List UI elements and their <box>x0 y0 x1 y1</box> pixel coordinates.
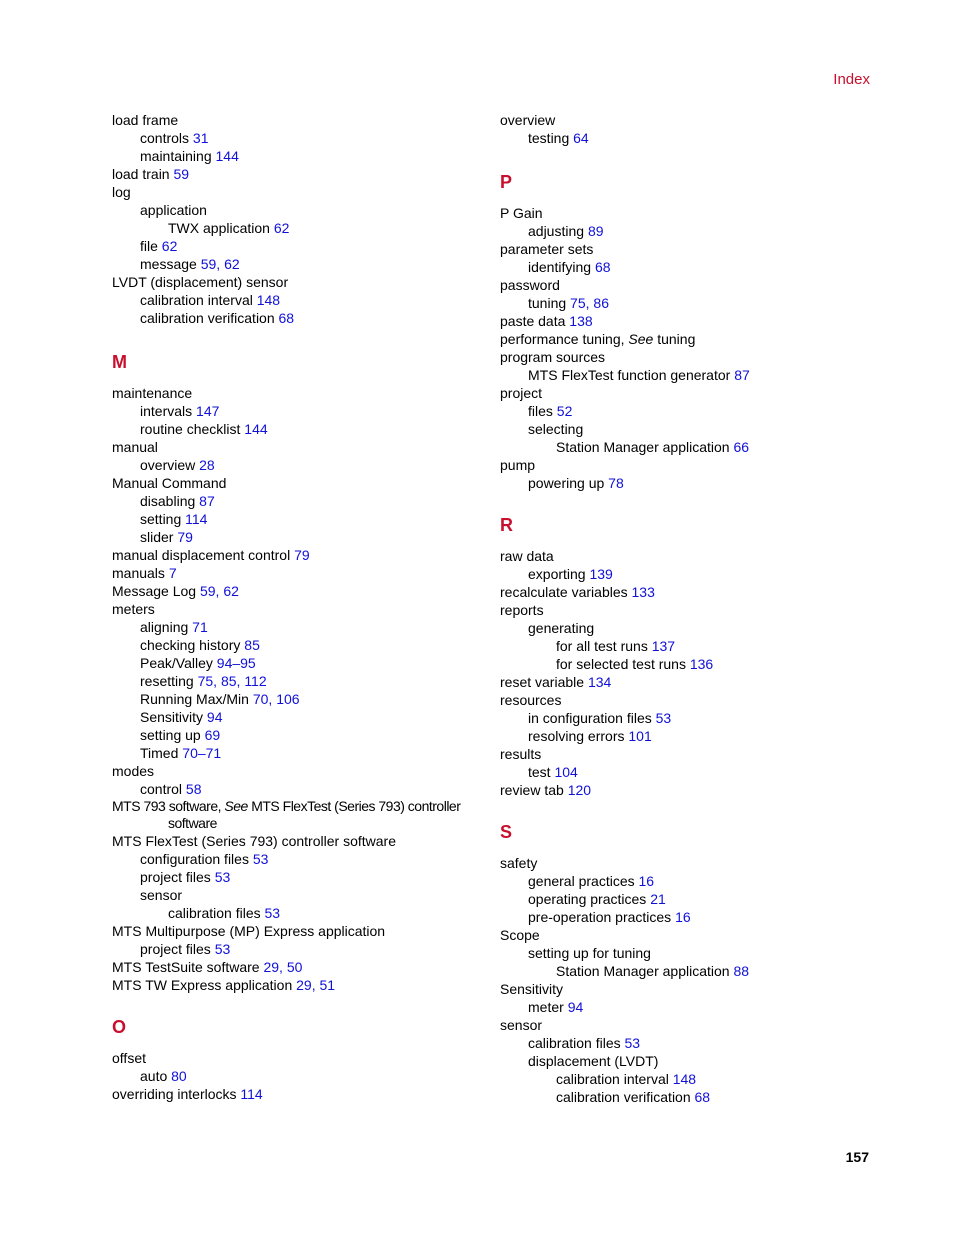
entry-term: checking history <box>140 637 245 653</box>
entry-term: overview <box>500 112 556 128</box>
entry-term: safety <box>500 855 538 871</box>
page-link[interactable]: 29 <box>296 977 312 993</box>
page-link[interactable]: 136 <box>689 656 714 672</box>
entry-term: offset <box>112 1050 146 1066</box>
index-entry <box>112 165 482 183</box>
page-link[interactable]: 85 <box>244 637 260 653</box>
entry-term: Station Manager application <box>556 963 734 979</box>
entry-term: selecting <box>528 421 584 437</box>
entry-term: resolving errors <box>528 728 629 744</box>
index-subentry <box>500 474 880 492</box>
entry-term: general practices <box>528 873 639 889</box>
entry-term: tuning <box>528 295 571 311</box>
entry-term: MTS FlexTest function generator <box>528 367 735 383</box>
index-subentry <box>500 709 880 727</box>
index-subentry <box>500 763 880 781</box>
page-link[interactable]: 137 <box>651 638 676 654</box>
index-entry <box>112 600 482 618</box>
entry-term: files <box>528 403 557 419</box>
entry-term: performance tuning, <box>500 331 629 347</box>
index-subentry <box>500 908 880 926</box>
page-link[interactable]: 148 <box>672 1071 697 1087</box>
entry-term: MTS FlexTest (Series 793) controller software <box>168 798 461 831</box>
index-entry <box>500 204 880 222</box>
entry-term: calibration interval <box>556 1071 673 1087</box>
entry-term: MTS TestSuite software <box>112 959 264 975</box>
entry-term: operating practices <box>528 891 651 907</box>
index-subentry <box>112 492 482 510</box>
entry-term: calibration verification <box>556 1089 695 1105</box>
page-link[interactable]: 66 <box>733 439 750 455</box>
entry-term: calibration files <box>528 1035 625 1051</box>
entry-term: test <box>528 764 555 780</box>
entry-term: project files <box>140 941 215 957</box>
index-entry <box>112 1049 482 1067</box>
page-link[interactable]: 59 <box>199 583 216 599</box>
index-subsubentry <box>500 1088 880 1106</box>
entry-term: setting up <box>140 727 205 743</box>
index-entry <box>500 673 880 691</box>
index-subentry <box>112 402 482 420</box>
entry-term: MTS 793 software, <box>112 798 225 814</box>
page-link[interactable]: 138 <box>569 313 593 329</box>
index-subentry <box>112 147 482 165</box>
index-subentry <box>112 420 482 438</box>
entry-term: project <box>500 385 543 401</box>
page-link[interactable]: 52 <box>556 403 573 419</box>
page-link[interactable]: 31 <box>192 130 209 146</box>
index-subentry <box>112 510 482 528</box>
page-link[interactable]: 58 <box>185 781 202 797</box>
index-entry <box>112 1085 482 1103</box>
entry-term: control <box>140 781 186 797</box>
entry-term: overriding interlocks <box>112 1086 241 1102</box>
index-entry <box>500 980 880 998</box>
index-entry <box>112 183 482 201</box>
index-subentry <box>112 708 482 726</box>
page-link[interactable]: 53 <box>214 941 231 957</box>
entry-term: setting up for tuning <box>528 945 651 961</box>
index-entry <box>500 926 880 944</box>
page-link[interactable]: 89 <box>587 223 604 239</box>
index-entry <box>500 456 880 474</box>
entry-term: Running Max/Min <box>140 691 253 707</box>
entry-term: in configuration files <box>528 710 656 726</box>
page-link[interactable]: 53 <box>624 1035 641 1051</box>
index-entry: MTS TestSuite software 29, 50 <box>112 959 303 975</box>
page-link[interactable]: 85 <box>220 673 237 689</box>
index-subentry <box>112 726 482 744</box>
index-entry <box>112 438 482 456</box>
entry-term: load frame <box>112 112 179 128</box>
index-entry-see-reference <box>500 330 880 348</box>
page-link[interactable]: 144 <box>215 148 239 164</box>
index-subentry <box>500 619 880 637</box>
index-entry: Message Log 59, 62 <box>112 583 239 599</box>
index-subentry <box>500 872 880 890</box>
index-subentry <box>500 890 880 908</box>
page-link[interactable]: 53 <box>252 851 269 867</box>
entry-term: sensor <box>140 887 183 903</box>
entry-term: meters <box>112 601 155 617</box>
page-link[interactable]: 51 <box>319 977 336 993</box>
page-link[interactable]: 62 <box>161 238 178 254</box>
page-link[interactable]: 53 <box>264 905 281 921</box>
entry-term: load train <box>112 166 174 182</box>
index-subentry <box>500 1052 880 1070</box>
entry-term: reset variable <box>500 674 588 690</box>
index-entry <box>500 240 880 258</box>
index-subentry <box>112 636 482 654</box>
index-subentry <box>112 940 482 958</box>
entry-term: disabling <box>140 493 200 509</box>
see-label: See <box>224 798 248 814</box>
entry-term: MTS FlexTest (Series 793) controller software <box>112 833 396 849</box>
entry-term: password <box>500 277 560 293</box>
entry-term: pump <box>500 457 536 473</box>
entry-term: Peak/Valley <box>140 655 217 671</box>
entry-term: parameter sets <box>500 241 594 257</box>
index-entry: MTS TW Express application 29, 51 <box>112 977 336 993</box>
page-link[interactable]: 62 <box>224 256 240 272</box>
page-link[interactable]: 114 <box>240 1086 263 1102</box>
entry-term: manual displacement control <box>112 547 295 563</box>
page-link[interactable]: 16 <box>638 873 655 889</box>
index-subentry: message 59, 62 <box>140 256 240 272</box>
entry-term: results <box>500 746 542 762</box>
index-entry <box>500 583 880 601</box>
index-subsubentry <box>500 962 880 980</box>
entry-term: calibration verification <box>140 310 279 326</box>
page-link[interactable]: 68 <box>594 259 611 275</box>
entry-term: pre-operation practices <box>528 909 676 925</box>
index-subentry <box>112 1067 482 1085</box>
running-header-index: Index <box>833 71 870 88</box>
index-entry <box>500 781 880 799</box>
page-link[interactable]: 62 <box>273 220 290 236</box>
page-link[interactable]: 75 <box>570 295 586 311</box>
index-entry <box>500 854 880 872</box>
entry-term: paste data <box>500 313 570 329</box>
index-entry <box>500 312 880 330</box>
index-entry <box>500 601 880 619</box>
index-subsubentry <box>500 637 880 655</box>
page-link[interactable]: 59 <box>173 166 190 182</box>
index-entry <box>500 276 880 294</box>
entry-term: intervals <box>140 403 197 419</box>
index-subentry <box>112 309 482 327</box>
page-link[interactable]: 139 <box>589 566 613 582</box>
index-subentry <box>112 291 482 309</box>
index-subentry <box>112 780 482 798</box>
index-subentry <box>112 129 482 147</box>
index-subsubentry <box>500 438 880 456</box>
page-link[interactable]: 59 <box>200 256 217 272</box>
index-subentry: tuning 75, 86 <box>528 295 609 311</box>
entry-term: project files <box>140 869 215 885</box>
page-link[interactable]: 94 <box>206 709 223 725</box>
page-link[interactable]: 16 <box>675 909 691 925</box>
index-subentry <box>500 366 880 384</box>
page-link[interactable]: 114 <box>185 511 208 527</box>
index-subentry <box>112 618 482 636</box>
index-subentry <box>112 237 482 255</box>
index-subentry <box>112 744 482 762</box>
entry-term: for all test runs <box>556 638 652 654</box>
page-link[interactable]: 88 <box>733 963 750 979</box>
index-entry <box>500 384 880 402</box>
page-link[interactable]: 134 <box>587 674 612 690</box>
index-entry <box>112 111 482 129</box>
index-entry <box>112 546 482 564</box>
index-subentry <box>112 528 482 546</box>
index-subentry <box>500 565 880 583</box>
entry-term: P Gain <box>500 205 543 221</box>
entry-term: sensor <box>500 1017 543 1033</box>
entry-term: powering up <box>528 475 609 491</box>
index-entry <box>112 273 482 291</box>
entry-term: testing <box>528 130 574 146</box>
entry-term: file <box>140 238 162 254</box>
page-link[interactable]: 87 <box>199 493 215 509</box>
page-link[interactable]: 86 <box>593 295 609 311</box>
index-subentry <box>112 456 482 474</box>
page-number: 157 <box>845 1149 869 1165</box>
entry-term: Message Log <box>112 583 200 599</box>
entry-term: message <box>140 256 201 272</box>
entry-term: exporting <box>528 566 590 582</box>
index-entry <box>112 922 482 940</box>
page-link[interactable]: 64 <box>573 130 589 146</box>
page-link[interactable]: 29 <box>263 959 280 975</box>
index-entry <box>112 832 482 850</box>
see-label: See <box>628 331 654 347</box>
entry-term: maintenance <box>112 385 193 401</box>
entry-term: modes <box>112 763 155 779</box>
page-link[interactable]: 53 <box>214 869 231 885</box>
entry-term: manuals <box>112 565 169 581</box>
entry-term: maintaining <box>140 148 216 164</box>
entry-term: Scope <box>500 927 540 943</box>
index-subentry <box>500 944 880 962</box>
page-link[interactable]: 106 <box>276 691 300 707</box>
page-link[interactable]: 101 <box>628 728 652 744</box>
index-entry <box>500 691 880 709</box>
page-link[interactable]: 94–95 <box>216 655 256 671</box>
page-link[interactable]: 68 <box>694 1089 711 1105</box>
page-link[interactable]: 78 <box>608 475 624 491</box>
entry-term: controls <box>140 130 193 146</box>
entry-term: resetting <box>140 673 198 689</box>
page-link[interactable]: 28 <box>199 457 215 473</box>
page-link[interactable]: 144 <box>244 421 268 437</box>
index-subentry <box>112 850 482 868</box>
entry-term: Manual Command <box>112 475 227 491</box>
entry-term: meter <box>528 999 568 1015</box>
index-entry <box>500 1016 880 1034</box>
entry-term: routine checklist <box>140 421 245 437</box>
page-link[interactable]: 79 <box>294 547 310 563</box>
page-link[interactable]: 87 <box>734 367 750 383</box>
index-subentry <box>500 129 880 147</box>
entry-term: slider <box>140 529 178 545</box>
index-entry-see-reference <box>112 798 482 832</box>
page-link[interactable]: 80 <box>171 1068 187 1084</box>
entry-term: MTS TW Express application <box>112 977 297 993</box>
page-link[interactable]: 68 <box>278 310 295 326</box>
entry-term: adjusting <box>528 223 588 239</box>
page-link[interactable]: 120 <box>567 782 592 798</box>
page-link[interactable]: 70 <box>252 691 269 707</box>
entry-term: for selected test runs <box>556 656 690 672</box>
page-link[interactable]: 147 <box>196 403 220 419</box>
entry-term: raw data <box>500 548 554 564</box>
index-entry <box>500 745 880 763</box>
index-subentry <box>500 420 880 438</box>
page-link[interactable]: 7 <box>168 565 177 581</box>
page-link[interactable]: 71 <box>192 619 208 635</box>
entry-term: tuning <box>653 331 696 347</box>
entry-term: calibration interval <box>140 292 257 308</box>
entry-term: displacement (LVDT) <box>528 1053 659 1069</box>
entry-term: LVDT (displacement) sensor <box>112 274 289 290</box>
entry-term: log <box>112 184 131 200</box>
index-column-right <box>500 111 880 1106</box>
page-link[interactable]: 21 <box>650 891 666 907</box>
page-link[interactable]: 94 <box>567 999 584 1015</box>
entry-term: Sensitivity <box>140 709 207 725</box>
page-link[interactable]: 62 <box>223 583 239 599</box>
page-link[interactable]: 69 <box>204 727 221 743</box>
index-subentry <box>112 201 482 219</box>
entry-term: resources <box>500 692 562 708</box>
section-letter-s: S <box>500 822 513 842</box>
entry-term: recalculate variables <box>500 584 632 600</box>
index-subsubentry <box>500 1070 880 1088</box>
index-subentry <box>500 727 880 745</box>
entry-term: Station Manager application <box>556 439 734 455</box>
index-entry <box>112 384 482 402</box>
index-subentry <box>500 222 880 240</box>
section-letter-o: O <box>112 1017 127 1037</box>
index-subentry <box>112 654 482 672</box>
index-subentry <box>500 258 880 276</box>
index-entry <box>500 111 880 129</box>
entry-term: generating <box>528 620 595 636</box>
page-link[interactable]: 79 <box>177 529 193 545</box>
page-link[interactable]: 148 <box>256 292 281 308</box>
entry-term: application <box>140 202 207 218</box>
index-subsubentry <box>500 655 880 673</box>
entry-term: reports <box>500 602 544 618</box>
index-entry <box>112 564 482 582</box>
entry-term: aligning <box>140 619 193 635</box>
page-link[interactable]: 50 <box>286 959 303 975</box>
entry-term: setting <box>140 511 186 527</box>
entry-term: TWX application <box>168 220 274 236</box>
index-subentry <box>500 998 880 1016</box>
page-link[interactable]: 133 <box>631 584 655 600</box>
index-subentry <box>500 402 880 420</box>
entry-term: review tab <box>500 782 568 798</box>
entry-term: overview <box>140 457 200 473</box>
page-link[interactable]: 53 <box>655 710 672 726</box>
page-link[interactable]: 75 <box>197 673 214 689</box>
index-column-left <box>112 111 482 1103</box>
index-entry <box>500 547 880 565</box>
entry-term: configuration files <box>140 851 253 867</box>
index-subentry: Running Max/Min 70, 106 <box>140 691 300 707</box>
index-subentry <box>112 886 482 904</box>
index-subentry <box>112 868 482 886</box>
entry-term: manual <box>112 439 158 455</box>
section-letter-m: M <box>112 352 127 372</box>
entry-term: program sources <box>500 349 606 365</box>
page-link[interactable]: 104 <box>554 764 578 780</box>
section-letter-r: R <box>500 515 513 535</box>
index-subsubentry <box>112 904 482 922</box>
index-entry <box>112 474 482 492</box>
index-subentry <box>500 1034 880 1052</box>
page-link[interactable]: 70–71 <box>182 745 222 761</box>
page-link[interactable]: 112 <box>244 673 267 689</box>
index-entry <box>500 348 880 366</box>
entry-term: calibration files <box>168 905 265 921</box>
entry-term: identifying <box>528 259 595 275</box>
index-subentry: resetting 75, 85, 112 <box>140 673 267 689</box>
index-entry <box>112 762 482 780</box>
entry-term: Sensitivity <box>500 981 564 997</box>
entry-term: auto <box>140 1068 172 1084</box>
entry-term: Timed <box>140 745 183 761</box>
index-subsubentry <box>112 219 482 237</box>
section-letter-p: P <box>500 172 513 192</box>
entry-term: MTS Multipurpose (MP) Express application <box>112 923 386 939</box>
